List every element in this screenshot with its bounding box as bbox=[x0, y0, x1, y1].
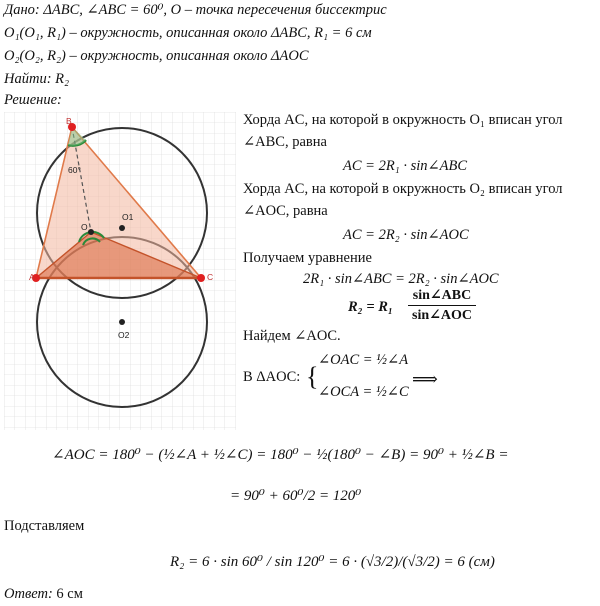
label-b: B bbox=[66, 116, 72, 126]
angle-label: 60° bbox=[68, 165, 81, 175]
system-brace: { bbox=[306, 362, 319, 391]
given-line-1 bbox=[4, 2, 387, 19]
aoc-equation-1: ∠AOC = 180⁰ − (½∠A + ½∠C) = 180⁰ − ½(180⁰ − ∠B) = 90⁰ + ½∠B = bbox=[52, 447, 509, 463]
formula-3: 2R₁ · sin∠ABC = 2R₂ · sin∠AOC bbox=[303, 271, 499, 287]
text-find-aoc: Найдем ∠AOC. bbox=[243, 328, 341, 344]
find-line bbox=[4, 71, 69, 88]
given-label: Дано: bbox=[4, 2, 40, 18]
formula-4-lhs: R₂ = R₁ bbox=[348, 299, 393, 315]
given-line-2: O₁(O₁, R₁) – окружность, описанная около ΔABC, R₁ = 6 см bbox=[4, 25, 372, 41]
label-a: A bbox=[29, 272, 35, 282]
label-o2: O2 bbox=[118, 330, 130, 340]
system-eq-2: ∠OCA = ½∠C bbox=[318, 384, 409, 400]
fraction-bar bbox=[408, 305, 476, 306]
text-chord-2b: ∠AOC, равна bbox=[243, 203, 328, 219]
aoc-equation-2: = 90⁰ + 60⁰/2 = 120⁰ bbox=[230, 488, 362, 504]
point-c bbox=[197, 274, 205, 282]
point-o bbox=[88, 229, 94, 235]
answer-line bbox=[4, 586, 83, 603]
find-value: R₂ bbox=[55, 71, 70, 87]
formula-4-denominator: sin∠AOC bbox=[412, 308, 472, 323]
given-line-3: O₂(O₂, R₂) – окружность, описанная около ΔAOC bbox=[4, 48, 309, 64]
formula-2: AC = 2R₂ · sin∠AOC bbox=[343, 227, 469, 243]
answer-value: 6 см bbox=[56, 586, 83, 602]
label-o1: O1 bbox=[122, 212, 134, 222]
given-text-1: ΔABC, ∠ABC = 60⁰, O – точка пересечения биссектрис bbox=[43, 2, 387, 18]
formula-4-fraction bbox=[408, 287, 476, 324]
text-chord-1b: ∠ABC, равна bbox=[243, 134, 327, 150]
text-equation: Получаем уравнение bbox=[243, 250, 372, 266]
formula-4-numerator: sin∠ABC bbox=[412, 288, 472, 303]
text-in-aoc: В ΔAOC: bbox=[243, 369, 301, 385]
geometry-figure bbox=[4, 112, 236, 430]
find-label: Найти: bbox=[4, 71, 52, 87]
substitute-label: Подставляем bbox=[4, 518, 85, 534]
formula-1: AC = 2R₁ · sin∠ABC bbox=[343, 158, 468, 174]
solution-label: Решение: bbox=[4, 92, 62, 108]
point-o2 bbox=[119, 319, 125, 325]
label-o: O bbox=[81, 222, 88, 232]
text-chord-1a: Хорда AC, на которой в окружность O₁ вписан угол bbox=[243, 112, 563, 128]
label-c: C bbox=[207, 272, 214, 282]
text-chord-2a: Хорда AC, на которой в окружность O₂ вписан угол bbox=[243, 181, 563, 197]
answer-label: Ответ: bbox=[4, 586, 53, 602]
implies-arrow: ⟹ bbox=[412, 369, 438, 389]
system-eq-1: ∠OAC = ½∠A bbox=[318, 352, 409, 368]
r2-equation: R₂ = 6 · sin 60⁰ / sin 120⁰ = 6 · (√3/2)/(√3/2) = 6 (см) bbox=[170, 554, 495, 570]
point-o1 bbox=[119, 225, 125, 231]
